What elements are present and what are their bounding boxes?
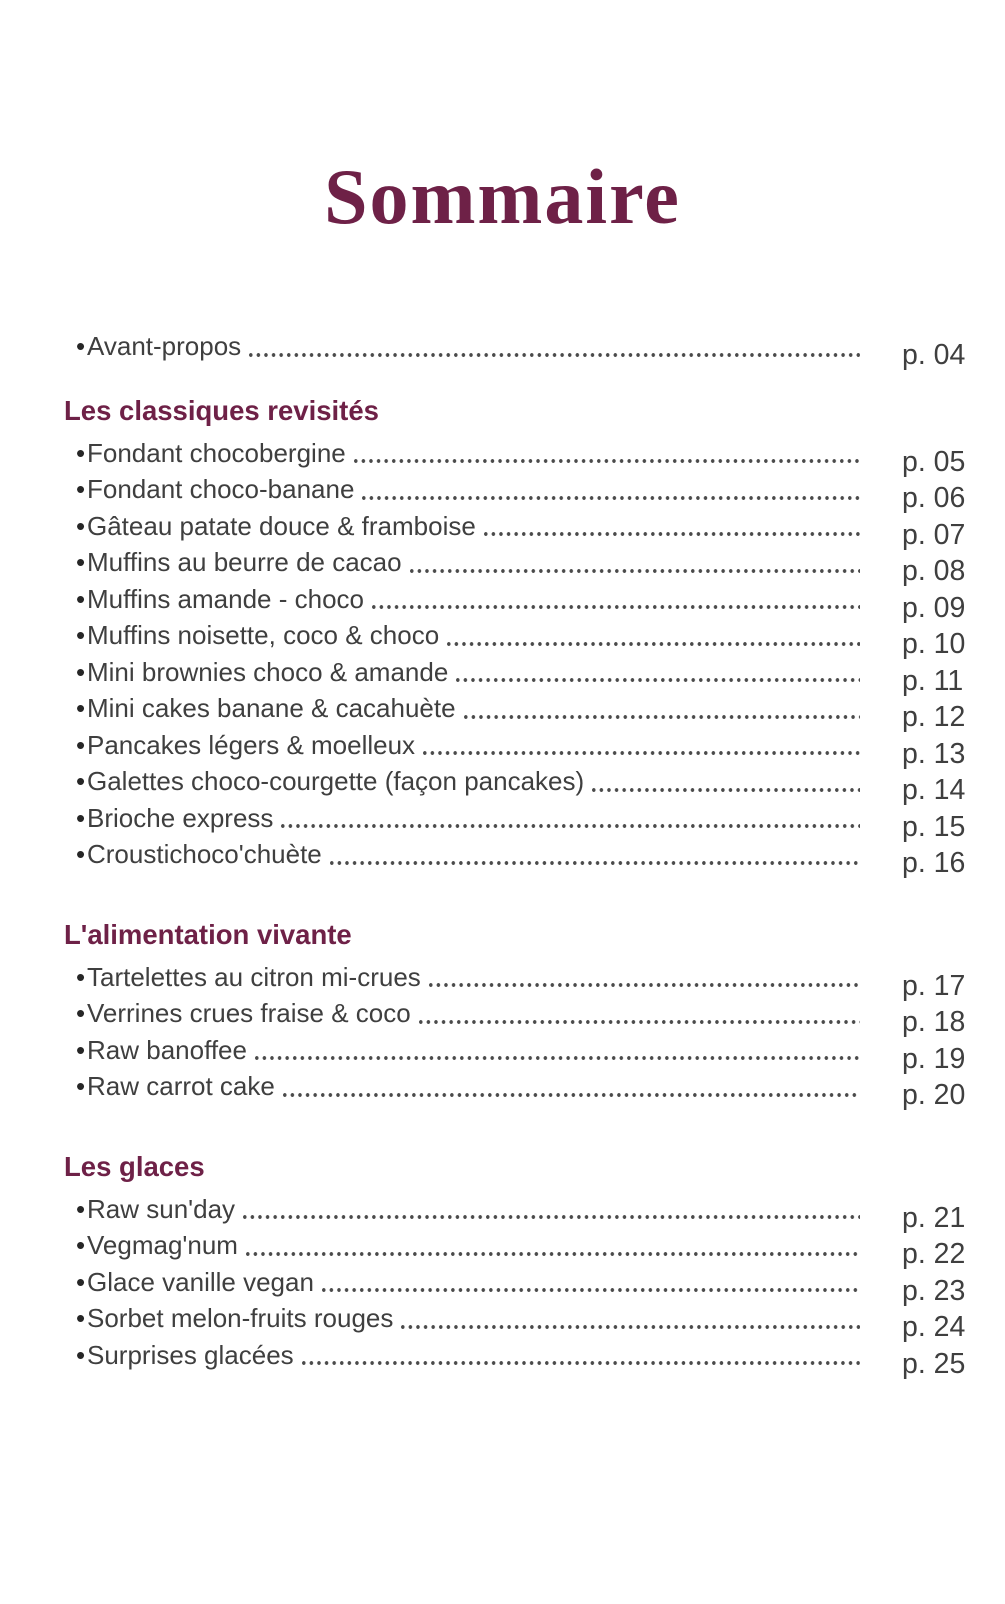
- dotted-leader: [410, 569, 860, 573]
- toc-section: [64, 917, 966, 1111]
- toc-entry: [64, 435, 966, 478]
- section-items: [64, 959, 966, 1111]
- bullet-icon: •: [76, 1303, 86, 1333]
- dotted-leader: [330, 861, 860, 865]
- bullet-icon: •: [76, 510, 86, 541]
- dotted-leader: [281, 824, 860, 828]
- toc-entry-label: Surprises glacées: [87, 1339, 294, 1370]
- bullet-icon: •: [76, 1339, 86, 1370]
- toc-entry: [64, 800, 966, 843]
- bullet-icon: •: [76, 1071, 86, 1101]
- toc-entry-page: p. 17: [902, 969, 966, 1002]
- bullet-icon: •: [76, 620, 86, 650]
- toc-entry-label: Galettes choco-courgette (façon pancakes): [87, 766, 585, 796]
- dotted-leader: [423, 751, 860, 755]
- page-title: Sommaire: [324, 153, 681, 240]
- toc-section: [64, 1149, 966, 1380]
- toc-entry: [64, 1068, 966, 1111]
- toc-entry-label: Tartelettes au citron mi-crues: [87, 961, 421, 992]
- bullet-icon: •: [76, 1034, 86, 1065]
- toc-entry-page: p. 06: [902, 482, 966, 514]
- toc-entry-page: p. 08: [902, 555, 966, 587]
- toc-entry-label: Glace vanille vegan: [87, 1266, 314, 1297]
- toc-entry-page: p. 12: [902, 701, 966, 733]
- bullet-icon: •: [76, 656, 86, 687]
- bullet-icon: •: [76, 331, 86, 361]
- toc-entry-label: Avant-propos: [87, 331, 242, 361]
- bullet-icon: •: [76, 547, 86, 577]
- toc-entry: [64, 1264, 966, 1307]
- toc-entry: [64, 508, 966, 551]
- toc-entry-page: p. 16: [902, 847, 966, 879]
- dotted-leader: [372, 605, 860, 609]
- toc-entry: [64, 471, 966, 514]
- toc-entry-page: p. 23: [902, 1274, 966, 1307]
- dotted-leader: [243, 1215, 860, 1219]
- toc-entry: [64, 1032, 966, 1075]
- toc-entry-label: Verrines crues fraise & coco: [87, 998, 411, 1028]
- toc-entry: [64, 1191, 966, 1234]
- bullet-icon: •: [76, 839, 86, 869]
- toc-entry-label: Raw sun'day: [87, 1193, 236, 1224]
- dotted-leader: [255, 1056, 860, 1060]
- toc-entry-page: p. 24: [902, 1311, 966, 1343]
- dotted-leader: [283, 1093, 860, 1097]
- toc-entry: [64, 727, 966, 770]
- toc-entry-page: p. 15: [902, 810, 966, 843]
- toc-entry-page: p. 19: [902, 1042, 966, 1075]
- toc-entry-label: Mini brownies choco & amande: [87, 656, 449, 687]
- toc-entry-label: Muffins au beurre de cacao: [87, 547, 402, 577]
- bullet-icon: •: [76, 998, 86, 1028]
- toc-entry: [64, 1300, 966, 1343]
- toc-entry-page: p. 14: [902, 774, 966, 806]
- bullet-icon: •: [76, 437, 86, 468]
- dotted-leader: [401, 1325, 860, 1329]
- toc-entry: [64, 544, 966, 587]
- toc-entry-label: Fondant choco-banane: [87, 474, 355, 504]
- dotted-leader: [464, 715, 860, 719]
- toc-entry-page: p. 11: [902, 664, 964, 697]
- toc-entry: [64, 1337, 966, 1380]
- dotted-leader: [302, 1361, 860, 1365]
- bullet-icon: •: [76, 583, 86, 614]
- dotted-leader: [362, 496, 860, 500]
- toc-entry-label: Brioche express: [87, 802, 274, 833]
- toc-entry-label: Croustichoco'chuète: [87, 839, 322, 869]
- toc-entry: [64, 763, 966, 806]
- toc-entry-label: Vegmag'num: [87, 1230, 238, 1260]
- dotted-leader: [419, 1020, 860, 1024]
- toc-entry-page: p. 25: [902, 1347, 966, 1380]
- toc-entry-label: Raw carrot cake: [87, 1071, 275, 1101]
- dotted-leader: [484, 532, 860, 536]
- toc-entry-label: Muffins noisette, coco & choco: [87, 620, 440, 650]
- toc-entry-page: p. 18: [902, 1006, 966, 1038]
- toc-entry: [64, 959, 966, 1002]
- toc-entry: [64, 836, 966, 879]
- toc-entry: [64, 617, 966, 660]
- dotted-leader: [429, 983, 860, 987]
- toc-entry-page: p. 21: [902, 1201, 966, 1234]
- toc-entry: [64, 690, 966, 733]
- section-title: Les classiques revisités: [64, 394, 379, 426]
- toc-entry: [64, 328, 966, 371]
- section-items: [64, 1191, 966, 1380]
- section-title: Les glaces: [64, 1150, 205, 1182]
- bullet-icon: •: [76, 1266, 86, 1297]
- toc-section: [64, 393, 966, 879]
- dotted-leader: [447, 642, 860, 646]
- toc-entry-label: Muffins amande - choco: [87, 583, 364, 614]
- toc-entry: [64, 1227, 966, 1270]
- bullet-icon: •: [76, 474, 86, 504]
- dotted-leader: [592, 788, 860, 792]
- toc-entry-label: Mini cakes banane & cacahuète: [87, 693, 456, 723]
- toc-entry: [64, 995, 966, 1038]
- bullet-icon: •: [76, 1193, 86, 1224]
- section-title: L'alimentation vivante: [64, 918, 352, 950]
- dotted-leader: [456, 678, 860, 682]
- dotted-leader: [354, 459, 860, 463]
- toc-entry-page: p. 04: [902, 339, 966, 371]
- toc-entry-label: Fondant chocobergine: [87, 437, 346, 468]
- toc-entry-page: p. 22: [902, 1238, 966, 1270]
- toc-entry-page: p. 10: [902, 628, 966, 660]
- bullet-icon: •: [76, 693, 86, 723]
- toc-entry-page: p. 20: [902, 1079, 966, 1111]
- bullet-icon: •: [76, 729, 86, 760]
- bullet-icon: •: [76, 961, 86, 992]
- dotted-leader: [322, 1288, 860, 1292]
- dotted-leader: [246, 1252, 860, 1256]
- toc-intro-items: [64, 328, 966, 371]
- toc-entry-page: p. 07: [902, 518, 966, 551]
- toc-entry-label: Gâteau patate douce & framboise: [87, 510, 476, 541]
- toc-entry: [64, 581, 966, 624]
- toc-entry-page: p. 05: [902, 445, 966, 478]
- section-items: [64, 435, 966, 879]
- dotted-leader: [249, 353, 860, 357]
- bullet-icon: •: [76, 802, 86, 833]
- bullet-icon: •: [76, 766, 86, 796]
- toc-entry: [64, 654, 965, 697]
- toc-entry-page: p. 09: [902, 591, 966, 624]
- toc-entry-page: p. 13: [902, 737, 966, 770]
- toc-entry-label: Pancakes légers & moelleux: [87, 729, 416, 760]
- table-of-contents: [64, 328, 966, 1380]
- toc-entry-label: Raw banoffee: [87, 1034, 247, 1065]
- bullet-icon: •: [76, 1230, 86, 1260]
- toc-entry-label: Sorbet melon-fruits rouges: [87, 1303, 394, 1333]
